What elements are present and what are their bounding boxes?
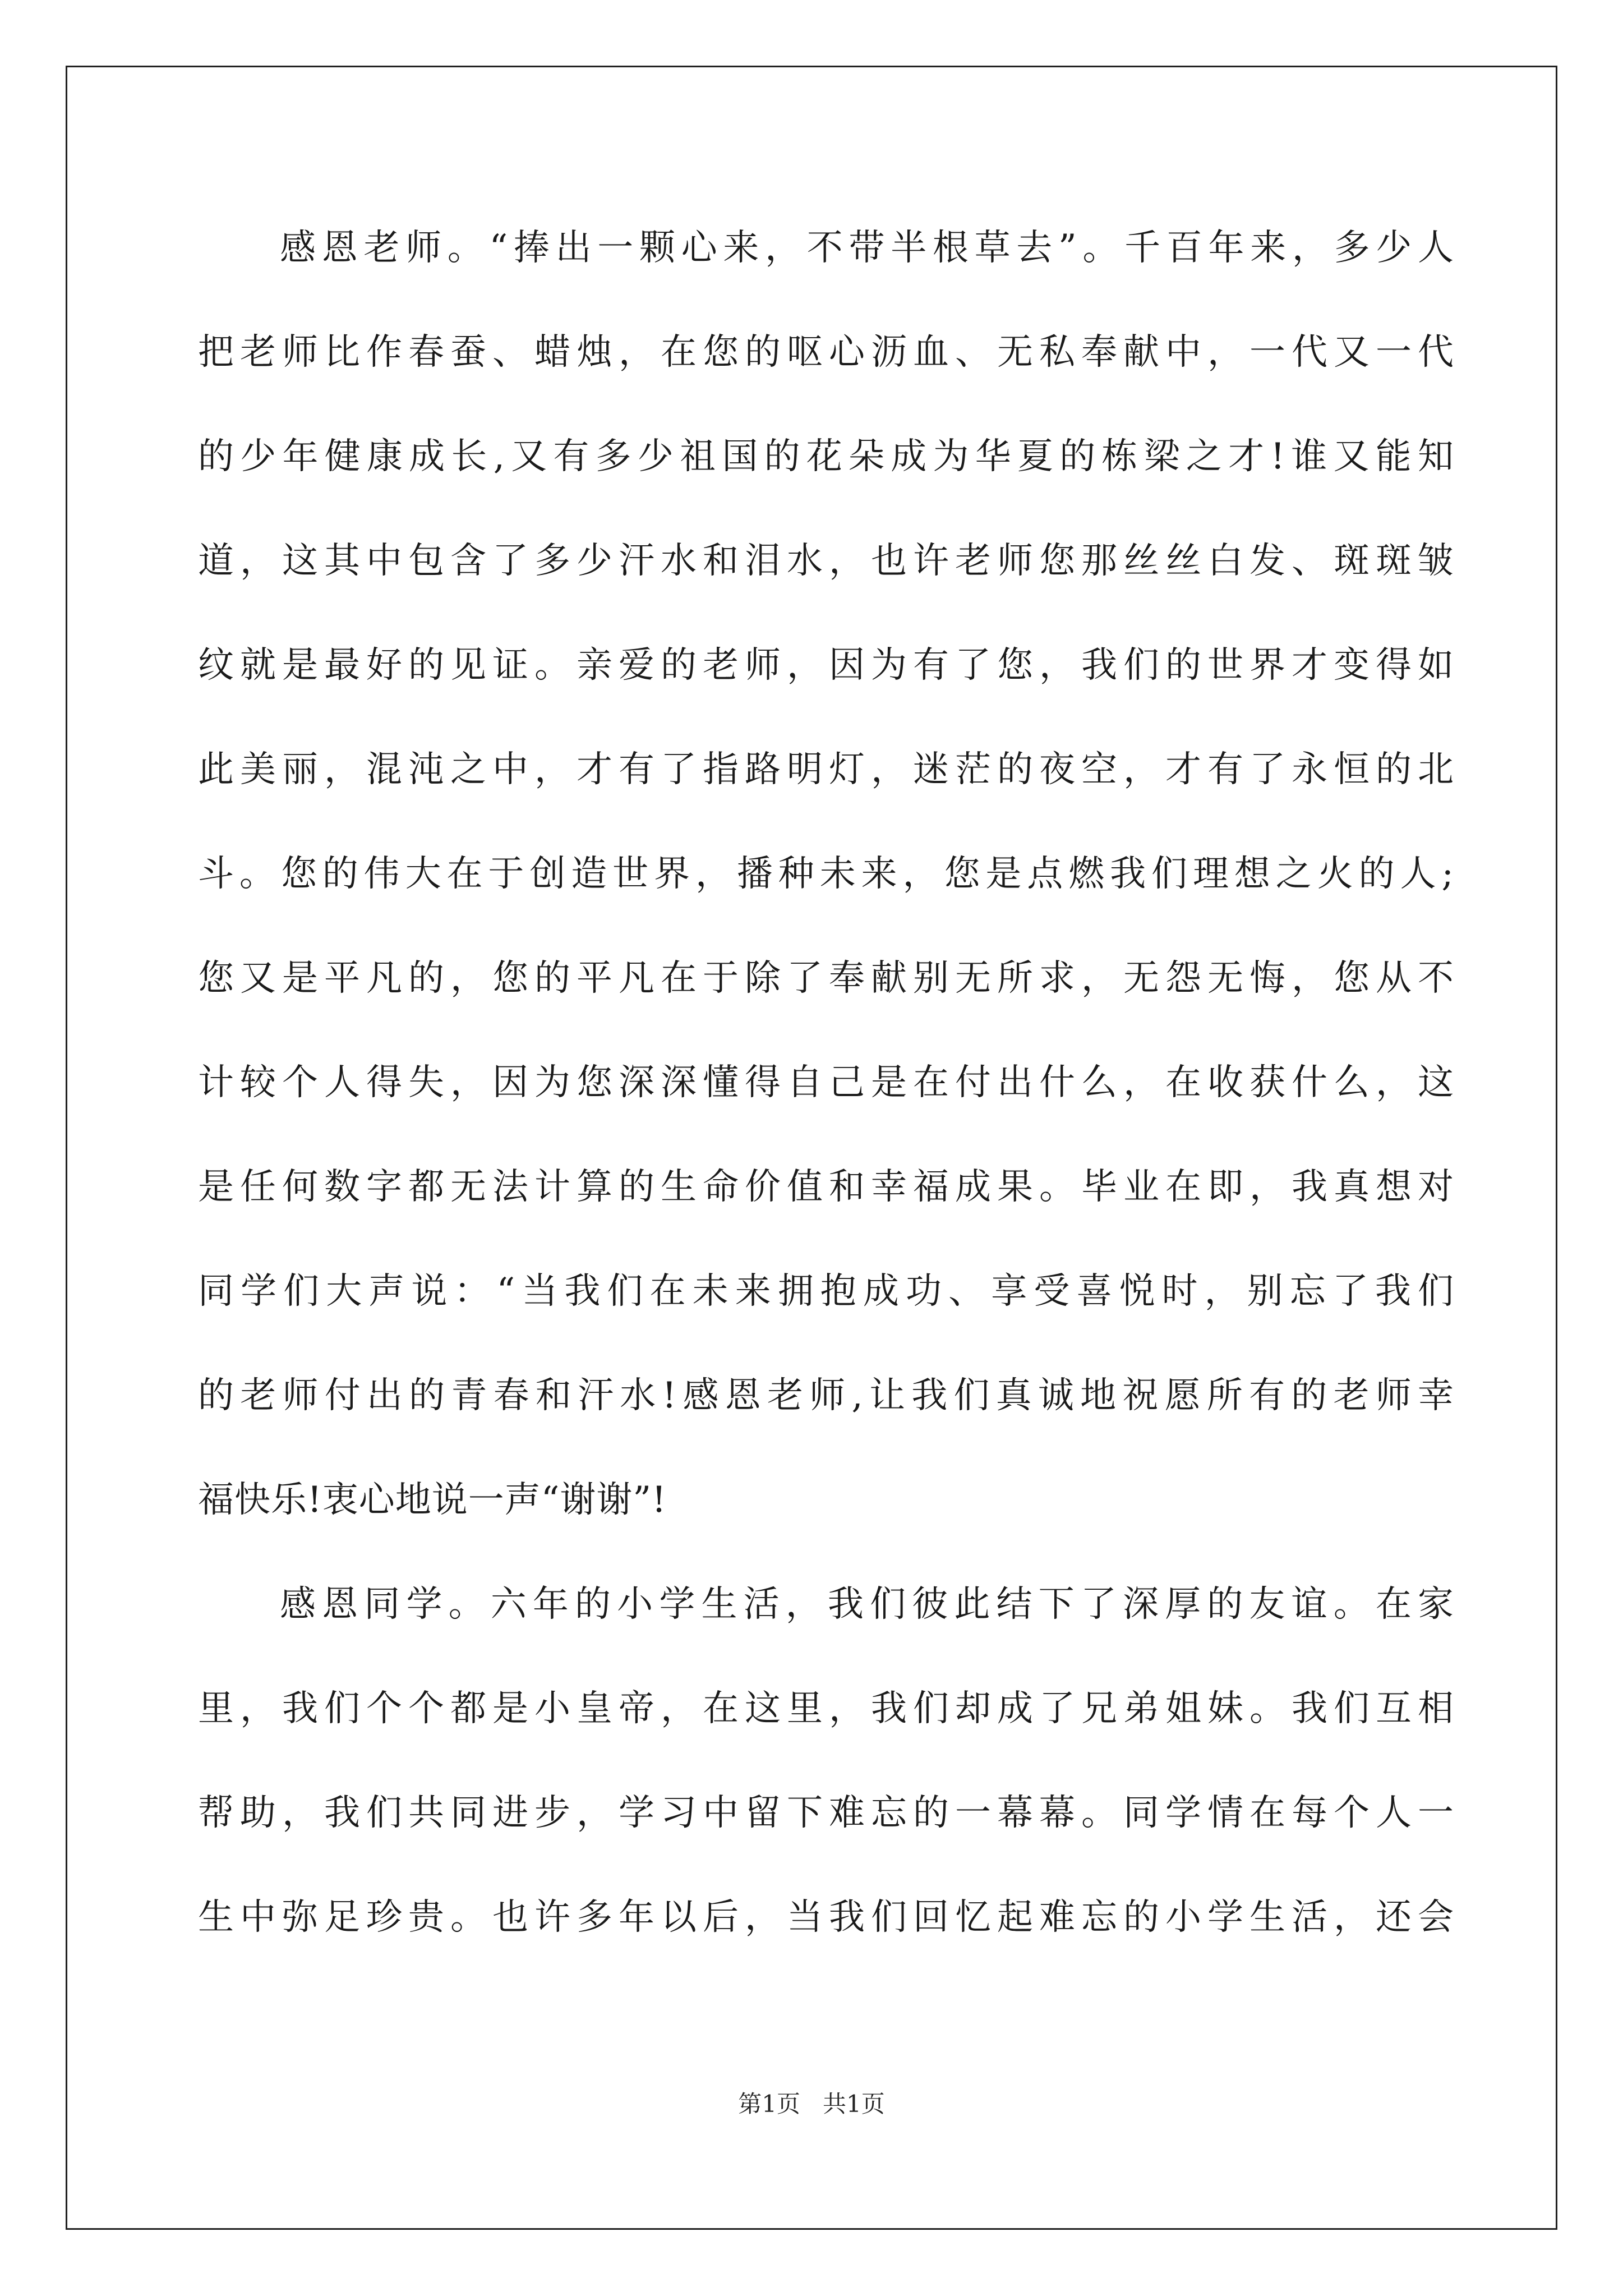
- paragraph-1-line-5: 纹就是最好的见证。亲爱的老师，因为有了您，我们的世界才变得如: [198, 645, 1454, 686]
- paragraph-1-line-7: 斗。您的伟大在于创造世界，播种未来，您是点燃我们理想之火的人;: [198, 853, 1454, 895]
- paragraph-1-line-8: 您又是平凡的，您的平凡在于除了奉献别无所求，无怨无悔，您从不: [198, 958, 1454, 999]
- paragraph-2-line-3: 帮助，我们共同进步，学习中留下难忘的一幕幕。同学情在每个人一: [198, 1792, 1454, 1834]
- paragraph-1-line-4: 道，这其中包含了多少汗水和泪水，也许老师您那丝丝白发、斑斑皱: [198, 540, 1454, 582]
- paragraph-2-line-2: 里，我们个个都是小皇帝，在这里，我们却成了兄弟姐妹。我们互相: [198, 1688, 1454, 1729]
- paragraph-1-line-11: 同学们大声说：“当我们在未来拥抱成功、享受喜悦时，别忘了我们: [198, 1271, 1454, 1312]
- paragraph-1-line-2: 把老师比作春蚕、蜡烛，在您的呕心沥血、无私奉献中，一代又一代: [198, 332, 1454, 373]
- paragraph-1-line-10: 是任何数字都无法计算的生命价值和幸福成果。毕业在即，我真想对: [198, 1166, 1454, 1208]
- paragraph-2-line-1: 感恩同学。六年的小学生活，我们彼此结下了深厚的友谊。在家: [280, 1584, 1454, 1625]
- paragraph-1-line-13: 福快乐!衷心地说一声“谢谢”!: [198, 1479, 667, 1521]
- paragraph-1-line-6: 此美丽，混沌之中，才有了指路明灯，迷茫的夜空，才有了永恒的北: [198, 749, 1454, 790]
- paragraph-2-line-4: 生中弥足珍贵。也许多年以后，当我们回忆起难忘的小学生活，还会: [198, 1897, 1454, 1938]
- paragraph-1-line-3: 的少年健康成长,又有多少祖国的花朵成为华夏的栋梁之才!谁又能知: [198, 436, 1454, 477]
- paragraph-1-line-12: 的老师付出的青春和汗水!感恩老师,让我们真诚地祝愿所有的老师幸: [198, 1375, 1454, 1416]
- page-number-footer: 第1页 共1页: [738, 2090, 885, 2118]
- paragraph-1-line-9: 计较个人得失，因为您深深懂得自己是在付出什么，在收获什么，这: [198, 1062, 1454, 1103]
- paragraph-1-line-1: 感恩老师。“捧出一颗心来，不带半根草去”。千百年来，多少人: [280, 227, 1454, 269]
